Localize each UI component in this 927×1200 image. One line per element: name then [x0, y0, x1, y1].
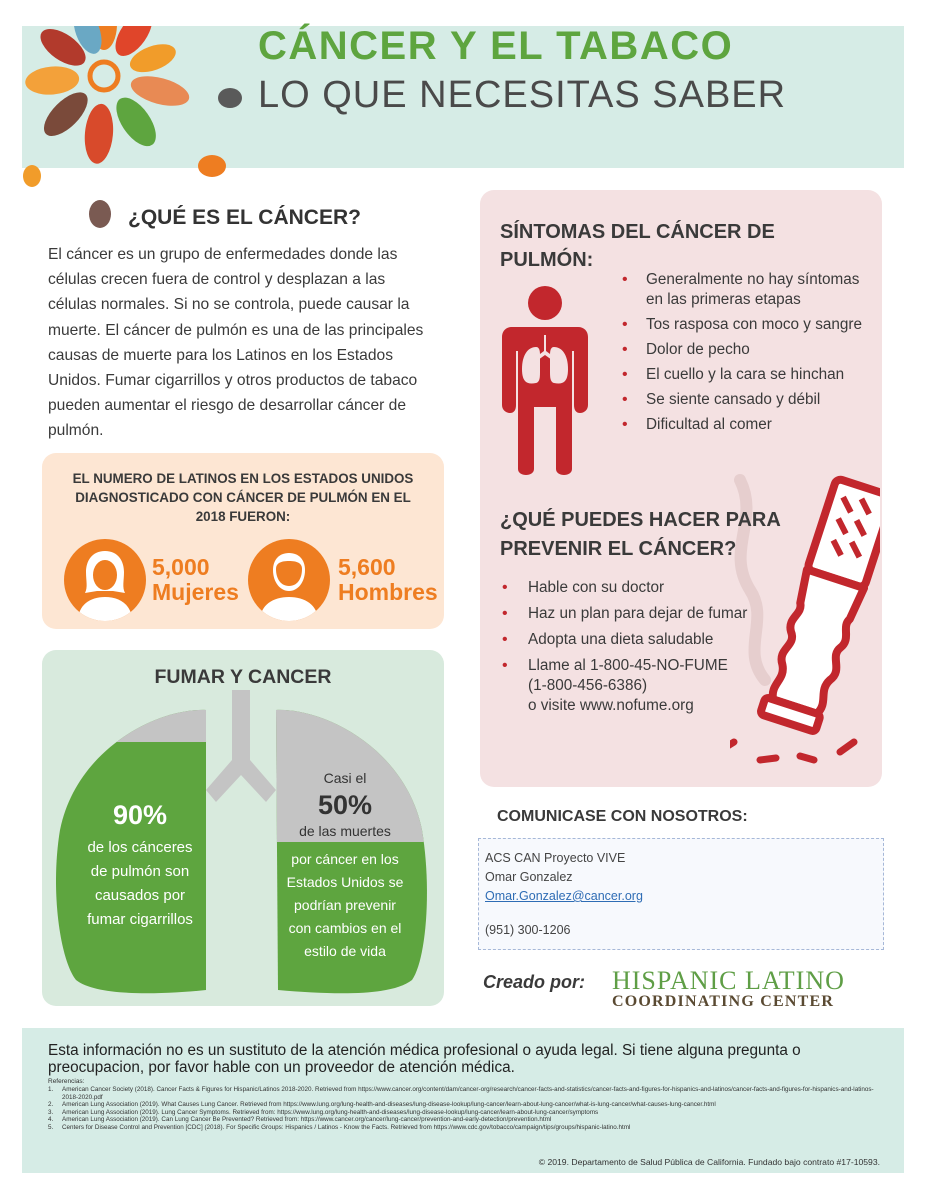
men-label: Hombres — [338, 579, 438, 605]
footer-banner — [22, 1028, 904, 1173]
prevention-title: ¿QUÉ PUEDES HACER PARA PREVENIR EL CÁNCER? — [500, 509, 781, 560]
page-title: CÁNCER Y EL TABACO — [258, 24, 734, 68]
women-count: 5,000 — [152, 554, 210, 580]
references-list — [48, 1086, 878, 1132]
lung-left-line: fumar cigarrillos — [87, 911, 193, 928]
human-body-lungs-icon — [502, 285, 588, 475]
section-body-que-es: El cáncer es un grupo de enfermedades donde las células crecen fuera de control y desplazan a las células normales. Si no se controla, puede causar la muerte. El cáncer de pulmón es una de las principales causas de muerte para los Latinos en los Estados Unidos. Fumar cigarrillos y otros productos de tabaco pueden aumentar el riesgo de desarrollar cáncer de pulmón. — [48, 246, 424, 440]
lung-left-line: de pulmón son — [90, 863, 190, 880]
lung-left-percent: 90% — [112, 800, 168, 830]
lung-right-line: por cáncer en los — [291, 851, 399, 867]
logo-coordinating-center: COORDINATING CENTER — [612, 993, 835, 1010]
lung-right-text — [276, 848, 414, 963]
call-phone: (1-800-456-6386) — [528, 677, 648, 694]
woman-icon — [64, 539, 146, 621]
call-website: o visite www.nofume.org — [528, 697, 694, 714]
reference-text: American Lung Association (2019). Lung Cancer Symptoms. Retrieved from: https://www.lung.org/lung-health-and-diseases/lung-disease-lookup/lung-cancer/learn-about-lung-cancer/symptoms — [62, 1108, 599, 1116]
lung-right-line: podrían prevenir — [294, 897, 396, 913]
contact-name: Omar Gonzalez — [485, 870, 573, 884]
man-icon — [248, 539, 330, 621]
contact-phone: (951) 300-1206 — [485, 923, 571, 937]
list-item: • Haz un plan para dejar de fumar — [500, 604, 760, 624]
contact-title: COMUNICASE CON NOSOTROS: — [497, 808, 748, 825]
copyright-text: © 2019. Departamento de Salud Pública de California. Fundado bajo contrato #17-10593. — [538, 1157, 880, 1167]
lung-right-subtext: de las muertes — [299, 823, 391, 839]
reference-item: 1. American Cancer Society (2018). Cancer Facts & Figures for Hispanic/Latinos 2018-2020. Retrieved from https://www.cancer.org/content/dam/cancer-org/research/cancer-facts-and-statistics/cancer-facts-and-figures-for-hispanics-and-latinos/cancer-facts-and-figures-for-hispanics-and-latinos-2018-2020.pdf — [48, 1086, 874, 1101]
reference-item: 5. Centers for Disease Control and Prevention [CDC] (2018). For Specific Groups: Hispanics / Latinos - Know the Facts. Retrieved from https://www.cdc.gov/tobacco/campaign/tips/groups/hispanic-latino.html — [48, 1123, 631, 1131]
page-subtitle: LO QUE NECESITAS SABER — [258, 74, 787, 116]
lung-right-pretext: Casi el — [323, 770, 367, 786]
reference-text: American Lung Association (2019). Can Lung Cancer Be Prevented? Retrieved from: https://www.cancer.org/cancer/lung-cancer/prevention-and-early-detection/prevention.html — [62, 1116, 552, 1124]
logo-hispanic-latino: HISPANIC LATINO — [612, 966, 845, 995]
reference-item: 2. American Lung Association (2019). What Causes Lung Cancer. Retrieved from https://www.lung.org/lung-health-and-diseases/lung-disease-lookup/lung-cancer/learn-about-lung-cancer/what-is-lung-cancer/what-causes-lung-cancer.html — [48, 1101, 716, 1109]
list-item: • Hable con su doctor — [500, 578, 760, 598]
symptoms-list — [620, 270, 875, 440]
lung-right-line: Estados Unidos se — [286, 874, 404, 890]
lung-left-line: causados por — [94, 887, 186, 904]
list-item: • Dificultad al comer — [620, 415, 875, 435]
section-title-que-es: ¿QUÉ ES EL CÁNCER? — [128, 206, 361, 229]
lung-right-percent: 50% — [317, 790, 373, 820]
call-line: • Llame al 1-800-45-NO-FUME — [528, 657, 728, 674]
reference-item: 4. American Lung Association (2019). Can Lung Cancer Be Prevented? Retrieved from: https://www.cancer.org/cancer/lung-cancer/prevention-and-early-detection/prevention.html — [48, 1116, 552, 1124]
lung-left-text — [72, 836, 208, 932]
men-count: 5,600 — [338, 554, 396, 580]
list-item: • Dolor de pecho — [620, 340, 875, 360]
list-item: • Se siente cansado y débil — [620, 390, 875, 410]
disclaimer-text: Esta información no es un sustituto de la atención médica profesional o ayuda legal. Si tiene alguna pregunta o preocupacion, por favor hable con un proveedor de atención médica. — [48, 1042, 801, 1076]
decorative-flower-graphic — [22, 26, 272, 236]
lung-right-line: con cambios en el — [288, 920, 402, 936]
smoking-panel-title: FUMAR Y CANCER — [154, 666, 332, 688]
list-item: • Generalmente no hay síntomas en las primeras etapas — [620, 270, 875, 310]
list-item: • Tos rasposa con moco y sangre — [620, 315, 875, 335]
women-label: Mujeres — [152, 579, 239, 605]
reference-text: American Lung Association (2019). What Causes Lung Cancer. Retrieved from https://www.lung.org/lung-health-and-diseases/lung-disease-lookup/lung-cancer/learn-about-lung-cancer/what-is-lung-cancer/what-causes-lung-cancer.html — [62, 1101, 716, 1109]
lung-right-line: estilo de vida — [304, 943, 386, 959]
latinos-statistics-panel — [42, 453, 444, 629]
lung-left-line: de los cánceres — [87, 839, 193, 856]
statistics-heading: EL NUMERO DE LATINOS EN LOS ESTADOS UNIDOS DIAGNOSTICADO CON CÁNCER DE PULMÓN EN EL 2018 FUERON: — [72, 471, 414, 524]
reference-text: American Cancer Society (2018). Cancer Facts & Figures for Hispanic/Latinos 2018-2020. Retrieved from https://www.cancer.org/content/dam/cancer-org/research/cancer-facts-and-statistics/cancer-facts-and-figures-for-hispanics-and-latinos/cancer-facts-and-figures-for-hispanics-and-latinos-2018-2020.pdf — [62, 1086, 874, 1101]
contact-org: ACS CAN Proyecto VIVE — [485, 851, 626, 865]
smoking-cancer-panel — [42, 650, 444, 1006]
prevention-list — [500, 578, 760, 722]
symptoms-prevention-panel — [480, 190, 882, 787]
references-label: Referencias: — [48, 1078, 85, 1085]
created-by-label: Creado por: — [483, 972, 586, 992]
list-item — [500, 656, 760, 716]
list-item: • El cuello y la cara se hinchan — [620, 365, 875, 385]
contact-email-link[interactable]: Omar.Gonzalez@cancer.org — [485, 889, 643, 903]
contact-box — [478, 838, 884, 950]
reference-text: Centers for Disease Control and Prevention [CDC] (2018). For Specific Groups: Hispanics / Latinos - Know the Facts. Retrieved from https://www.cdc.gov/tobacco/campaign/tips/groups/hispanic-latino.html — [62, 1123, 631, 1131]
reference-item: 3. American Lung Association (2019). Lung Cancer Symptoms. Retrieved from: https://www.lung.org/lung-health-and-diseases/lung-disease-lookup/lung-cancer/learn-about-lung-cancer/symptoms — [48, 1108, 599, 1116]
list-item: • Adopta una dieta saludable — [500, 630, 760, 650]
symptoms-title: SÍNTOMAS DEL CÁNCER DE PULMÓN: — [500, 221, 775, 271]
